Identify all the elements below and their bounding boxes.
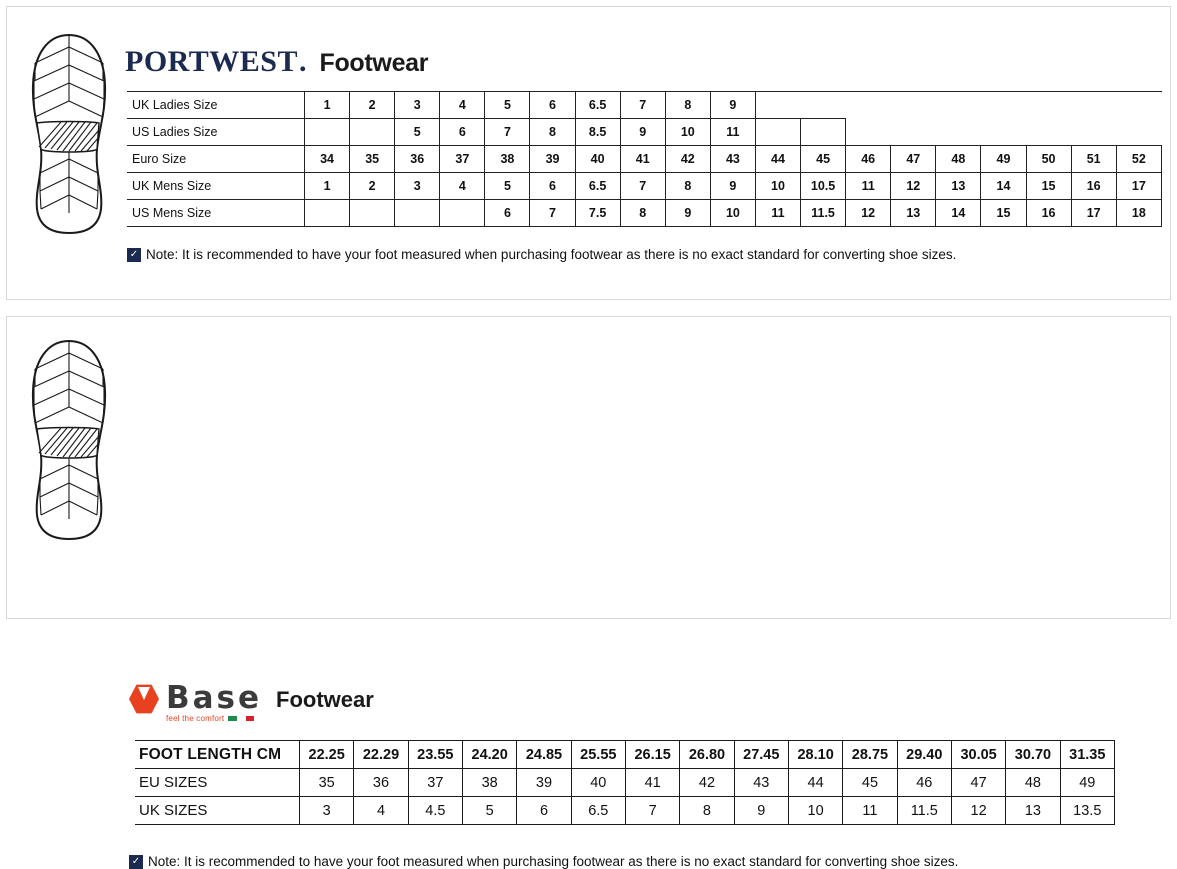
cell: 1: [305, 173, 350, 200]
cell: 11: [755, 200, 800, 227]
cell: 7: [530, 200, 575, 227]
cell: 10: [710, 200, 755, 227]
cell: 40: [575, 146, 620, 173]
cell-empty: [755, 119, 800, 146]
cell: 11: [846, 173, 891, 200]
cell: 6.5: [575, 92, 620, 119]
portwest-wordmark-dot: .: [298, 45, 307, 78]
base-wordmark: Base: [166, 680, 263, 716]
row-label: US Ladies Size: [127, 119, 305, 146]
cell: 48: [936, 146, 981, 173]
cell: 30.05: [951, 741, 1005, 769]
cell: 38: [485, 146, 530, 173]
row-label: EU SIZES: [135, 769, 300, 797]
cell: 6.5: [575, 173, 620, 200]
portwest-brand-header: [125, 45, 428, 79]
row-label: UK Ladies Size: [127, 92, 305, 119]
cell: 43: [710, 146, 755, 173]
cell: 10.5: [801, 173, 846, 200]
cell: 42: [680, 769, 734, 797]
portwest-category-title: Footwear: [319, 49, 429, 77]
cell: 17: [1071, 200, 1116, 227]
cell: [350, 200, 395, 227]
cell: 29.40: [897, 741, 951, 769]
cell: 9: [620, 119, 665, 146]
cell: 37: [408, 769, 462, 797]
cell: 6: [530, 92, 575, 119]
cell: 5: [395, 119, 440, 146]
cell: 7: [620, 173, 665, 200]
cell: 45: [801, 146, 846, 173]
cell: 1: [305, 92, 350, 119]
cell: 11.5: [897, 797, 951, 825]
cell: 5: [462, 797, 516, 825]
base-size-table: [135, 740, 1115, 825]
cell: 9: [710, 92, 755, 119]
portwest-wordmark: PORTWEST: [125, 45, 298, 78]
cell: 6: [530, 173, 575, 200]
cell: 3: [395, 92, 440, 119]
cell: 44: [788, 769, 842, 797]
cell: 22.25: [300, 741, 354, 769]
cell: 14: [936, 200, 981, 227]
cell: 9: [710, 173, 755, 200]
cell: [305, 200, 350, 227]
portwest-size-chart-card: [6, 6, 1171, 300]
cell: 10: [755, 173, 800, 200]
row-label: US Mens Size: [127, 200, 305, 227]
cell-empty: [981, 92, 1026, 119]
cell: 41: [620, 146, 665, 173]
cell: 26.80: [680, 741, 734, 769]
base-tagline: feel the comfort: [166, 714, 225, 723]
cell: 24.85: [517, 741, 571, 769]
cell: [440, 200, 485, 227]
note-text: Note: It is recommended to have your foot measured when purchasing footwear as there is no exact standard for converting shoe sizes.: [148, 854, 959, 869]
cell: 5: [485, 173, 530, 200]
cell: 11.5: [801, 200, 846, 227]
cell-empty: [1071, 92, 1116, 119]
base-logo: [129, 680, 263, 723]
cell: 9: [665, 200, 710, 227]
italy-flag-icon: [228, 716, 254, 721]
cell: 25.55: [571, 741, 625, 769]
table-row: [127, 173, 1162, 200]
cell: [305, 119, 350, 146]
cell: 42: [665, 146, 710, 173]
cell: 15: [1026, 173, 1071, 200]
cell: 13: [936, 173, 981, 200]
cell: 16: [1071, 173, 1116, 200]
base-category-title: Footwear: [276, 687, 374, 712]
portwest-note: [127, 247, 956, 262]
cell: 7: [625, 797, 679, 825]
row-label: FOOT LENGTH CM: [135, 741, 300, 769]
cell: 49: [1060, 769, 1114, 797]
cell: 11: [710, 119, 755, 146]
cell: [350, 119, 395, 146]
cell: 40: [571, 769, 625, 797]
cell: 8.5: [575, 119, 620, 146]
cell: 4.5: [408, 797, 462, 825]
cell: 10: [788, 797, 842, 825]
cell: 36: [395, 146, 440, 173]
cell: 16: [1026, 200, 1071, 227]
cell-empty: [936, 92, 981, 119]
shoe-sole-illustration: [29, 33, 109, 235]
cell: 39: [530, 146, 575, 173]
cell: 51: [1071, 146, 1116, 173]
cell: 23.55: [408, 741, 462, 769]
cell: 11: [843, 797, 897, 825]
row-label: Euro Size: [127, 146, 305, 173]
shoe-sole-illustration: [29, 339, 109, 541]
cell: 35: [300, 769, 354, 797]
cell: 38: [462, 769, 516, 797]
cell: 27.45: [734, 741, 788, 769]
cell: 8: [620, 200, 665, 227]
cell: 37: [440, 146, 485, 173]
cell: 4: [440, 173, 485, 200]
cell: 46: [897, 769, 951, 797]
cell: 26.15: [625, 741, 679, 769]
portwest-size-table: [127, 91, 1162, 227]
cell: 4: [440, 92, 485, 119]
table-row: [127, 146, 1162, 173]
cell: 39: [517, 769, 571, 797]
cell-empty: [846, 92, 891, 119]
cell: 2: [350, 173, 395, 200]
hexagon-logo-icon: [129, 684, 159, 714]
cell: 13: [1006, 797, 1060, 825]
row-label: UK Mens Size: [127, 173, 305, 200]
cell: 49: [981, 146, 1026, 173]
cell: 12: [891, 173, 936, 200]
cell: 44: [755, 146, 800, 173]
cell-empty: [1071, 119, 1116, 146]
cell: 8: [665, 92, 710, 119]
cell: 12: [951, 797, 1005, 825]
cell: 8: [680, 797, 734, 825]
table-row: [135, 797, 1115, 825]
cell-empty: [981, 119, 1026, 146]
cell: 45: [843, 769, 897, 797]
cell: 3: [395, 173, 440, 200]
cell: 43: [734, 769, 788, 797]
cell: 15: [981, 200, 1026, 227]
base-note: [129, 854, 958, 869]
cell: 13.5: [1060, 797, 1114, 825]
cell: 8: [665, 173, 710, 200]
row-label: UK SIZES: [135, 797, 300, 825]
cell: 6: [517, 797, 571, 825]
cell: [395, 200, 440, 227]
cell: 50: [1026, 146, 1071, 173]
cell: 17: [1116, 173, 1161, 200]
cell-empty: [1026, 92, 1071, 119]
cell: 28.75: [843, 741, 897, 769]
cell: 30.70: [1006, 741, 1060, 769]
cell: 13: [891, 200, 936, 227]
cell: 7.5: [575, 200, 620, 227]
note-text: Note: It is recommended to have your foot measured when purchasing footwear as there is no exact standard for converting shoe sizes.: [146, 247, 957, 262]
cell: 7: [620, 92, 665, 119]
cell-empty: [801, 92, 846, 119]
cell: 28.10: [788, 741, 842, 769]
cell: 35: [350, 146, 395, 173]
cell-empty: [891, 119, 936, 146]
cell: 48: [1006, 769, 1060, 797]
cell-empty: [801, 119, 846, 146]
cell-empty: [846, 119, 891, 146]
cell: 6.5: [571, 797, 625, 825]
checkbox-checked-icon: ✓: [127, 248, 141, 262]
cell-empty: [1116, 119, 1161, 146]
base-tagline-row: [166, 714, 262, 723]
cell: 5: [485, 92, 530, 119]
cell: 8: [530, 119, 575, 146]
cell-empty: [891, 92, 936, 119]
cell: 47: [891, 146, 936, 173]
cell-empty: [936, 119, 981, 146]
cell: 6: [485, 200, 530, 227]
cell-empty: [1026, 119, 1071, 146]
cell: 14: [981, 173, 1026, 200]
cell: 10: [665, 119, 710, 146]
cell: 9: [734, 797, 788, 825]
cell-empty: [1116, 92, 1161, 119]
cell: 24.20: [462, 741, 516, 769]
table-row: [127, 119, 1162, 146]
cell: 52: [1116, 146, 1161, 173]
table-row: [127, 92, 1162, 119]
cell: 46: [846, 146, 891, 173]
cell: 4: [354, 797, 408, 825]
base-brand-header: [129, 680, 374, 723]
base-size-chart-card: [6, 316, 1171, 869]
cell: 6: [440, 119, 485, 146]
table-row: [135, 769, 1115, 797]
checkbox-checked-icon: ✓: [129, 855, 143, 869]
cell: 22.29: [354, 741, 408, 769]
cell: 18: [1116, 200, 1161, 227]
cell-empty: [755, 92, 800, 119]
table-row: [127, 200, 1162, 227]
cell: 12: [846, 200, 891, 227]
cell: 2: [350, 92, 395, 119]
cell: 7: [485, 119, 530, 146]
cell: 31.35: [1060, 741, 1114, 769]
cell: 47: [951, 769, 1005, 797]
cell: 36: [354, 769, 408, 797]
table-row: [135, 741, 1115, 769]
cell: 41: [625, 769, 679, 797]
cell: 34: [305, 146, 350, 173]
cell: 3: [300, 797, 354, 825]
